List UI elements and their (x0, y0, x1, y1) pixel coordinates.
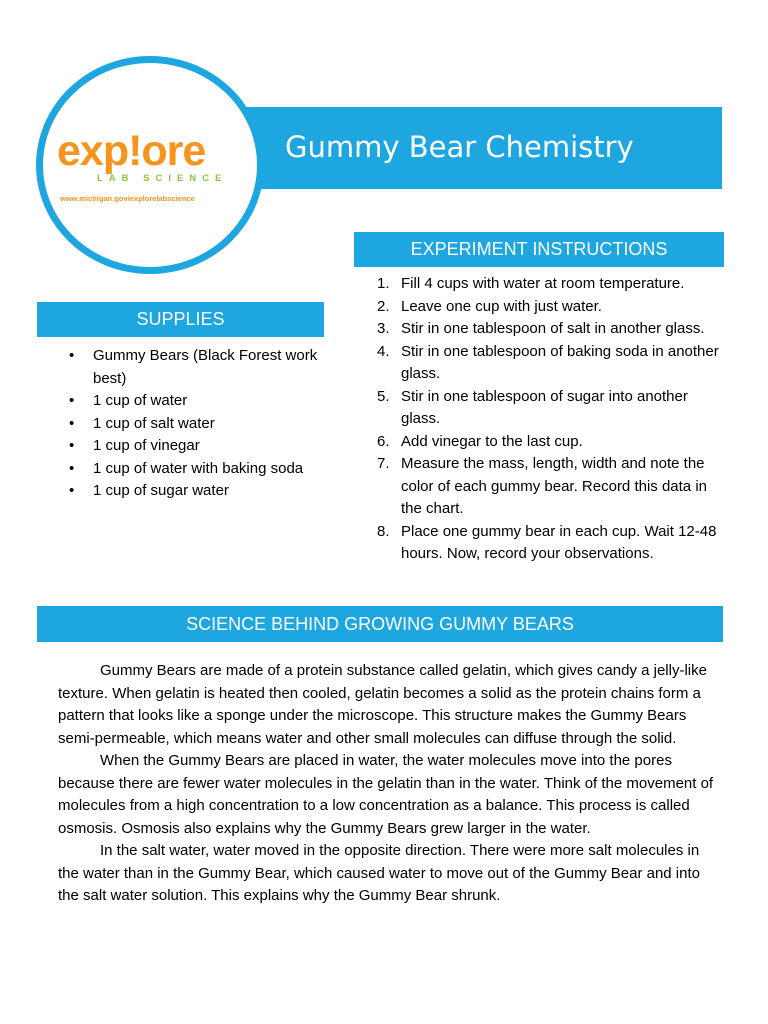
logo-subtitle: LAB SCIENCE (97, 173, 228, 184)
page-title: Gummy Bear Chemistry (285, 130, 634, 164)
science-paragraph: When the Gummy Bears are placed in water, the water molecules move into the pores because there are fewer water molecules in the gelatin than in the water. Think of the movement of molecules from a high concentration to a low concentration as a balance. This process is called osmosis. Osmosis also explains why the Gummy Bears grew larger in the water. (58, 752, 714, 837)
instructions-list (354, 273, 726, 566)
step-number: 8. (377, 522, 390, 540)
instruction-step (354, 453, 726, 521)
science-heading: SCIENCE BEHIND GROWING GUMMY BEARS (37, 606, 723, 642)
supplies-heading: SUPPLIES (37, 302, 324, 337)
supply-item: • 1 cup of water with baking soda (52, 458, 322, 481)
instruction-step (354, 318, 726, 341)
instruction-step (354, 273, 726, 296)
step-number: 1. (377, 275, 390, 292)
step-number: 6. (377, 432, 390, 450)
step-text: Measure the mass, length, width and note the color of each gummy bear. Record this data in the chart. (401, 455, 707, 517)
supply-item: • 1 cup of sugar water (52, 480, 322, 503)
step-text: Fill 4 cups with water at room temperature. (401, 275, 685, 292)
instruction-step (354, 431, 726, 454)
step-text: Stir in one tablespoon of baking soda in another glass. (401, 342, 719, 382)
step-number: 7. (377, 455, 390, 472)
science-body (58, 660, 722, 908)
supply-item: • 1 cup of water (52, 390, 322, 413)
instruction-step (354, 521, 726, 566)
instruction-step (354, 386, 726, 431)
step-text: Add vinegar to the last cup. (401, 432, 583, 450)
step-number: 5. (377, 387, 390, 405)
step-text: Leave one cup with just water. (401, 297, 602, 315)
step-number: 2. (377, 297, 390, 315)
step-number: 3. (377, 320, 390, 337)
logo-url: www.michigan.gov/explorelabscience (60, 194, 195, 203)
step-text: Stir in one tablespoon of sugar into another glass. (401, 387, 688, 427)
supply-item: • Gummy Bears (Black Forest work best) (52, 345, 322, 390)
instruction-step (354, 341, 726, 386)
logo-wordmark: exp!ore (57, 127, 206, 175)
science-paragraph: Gummy Bears are made of a protein substance called gelatin, which gives candy a jelly-like texture. When gelatin is heated then cooled, gelatin becomes a solid as the protein chains form a pattern that looks like a sponge under the microscope. This structure makes the Gummy Bears semi-permeable, which means water and other small molecules can diffuse through the solid. (58, 662, 707, 747)
step-text: Place one gummy bear in each cup. Wait 12-48 hours. Now, record your observations. (401, 522, 717, 562)
step-text: Stir in one tablespoon of salt in another glass. (401, 320, 705, 337)
supplies-list (52, 345, 322, 503)
supply-item: • 1 cup of vinegar (52, 435, 322, 458)
supply-item: • 1 cup of salt water (52, 413, 322, 436)
instructions-heading: EXPERIMENT INSTRUCTIONS (354, 232, 724, 267)
instruction-step (354, 296, 726, 319)
science-paragraph: In the salt water, water moved in the opposite direction. There were more salt molecules in the water than in the Gummy Bear, which caused water to move out of the Gummy Bear and into the salt water solution. This explains why the Gummy Bear shrunk. (58, 842, 700, 904)
step-number: 4. (377, 342, 390, 360)
